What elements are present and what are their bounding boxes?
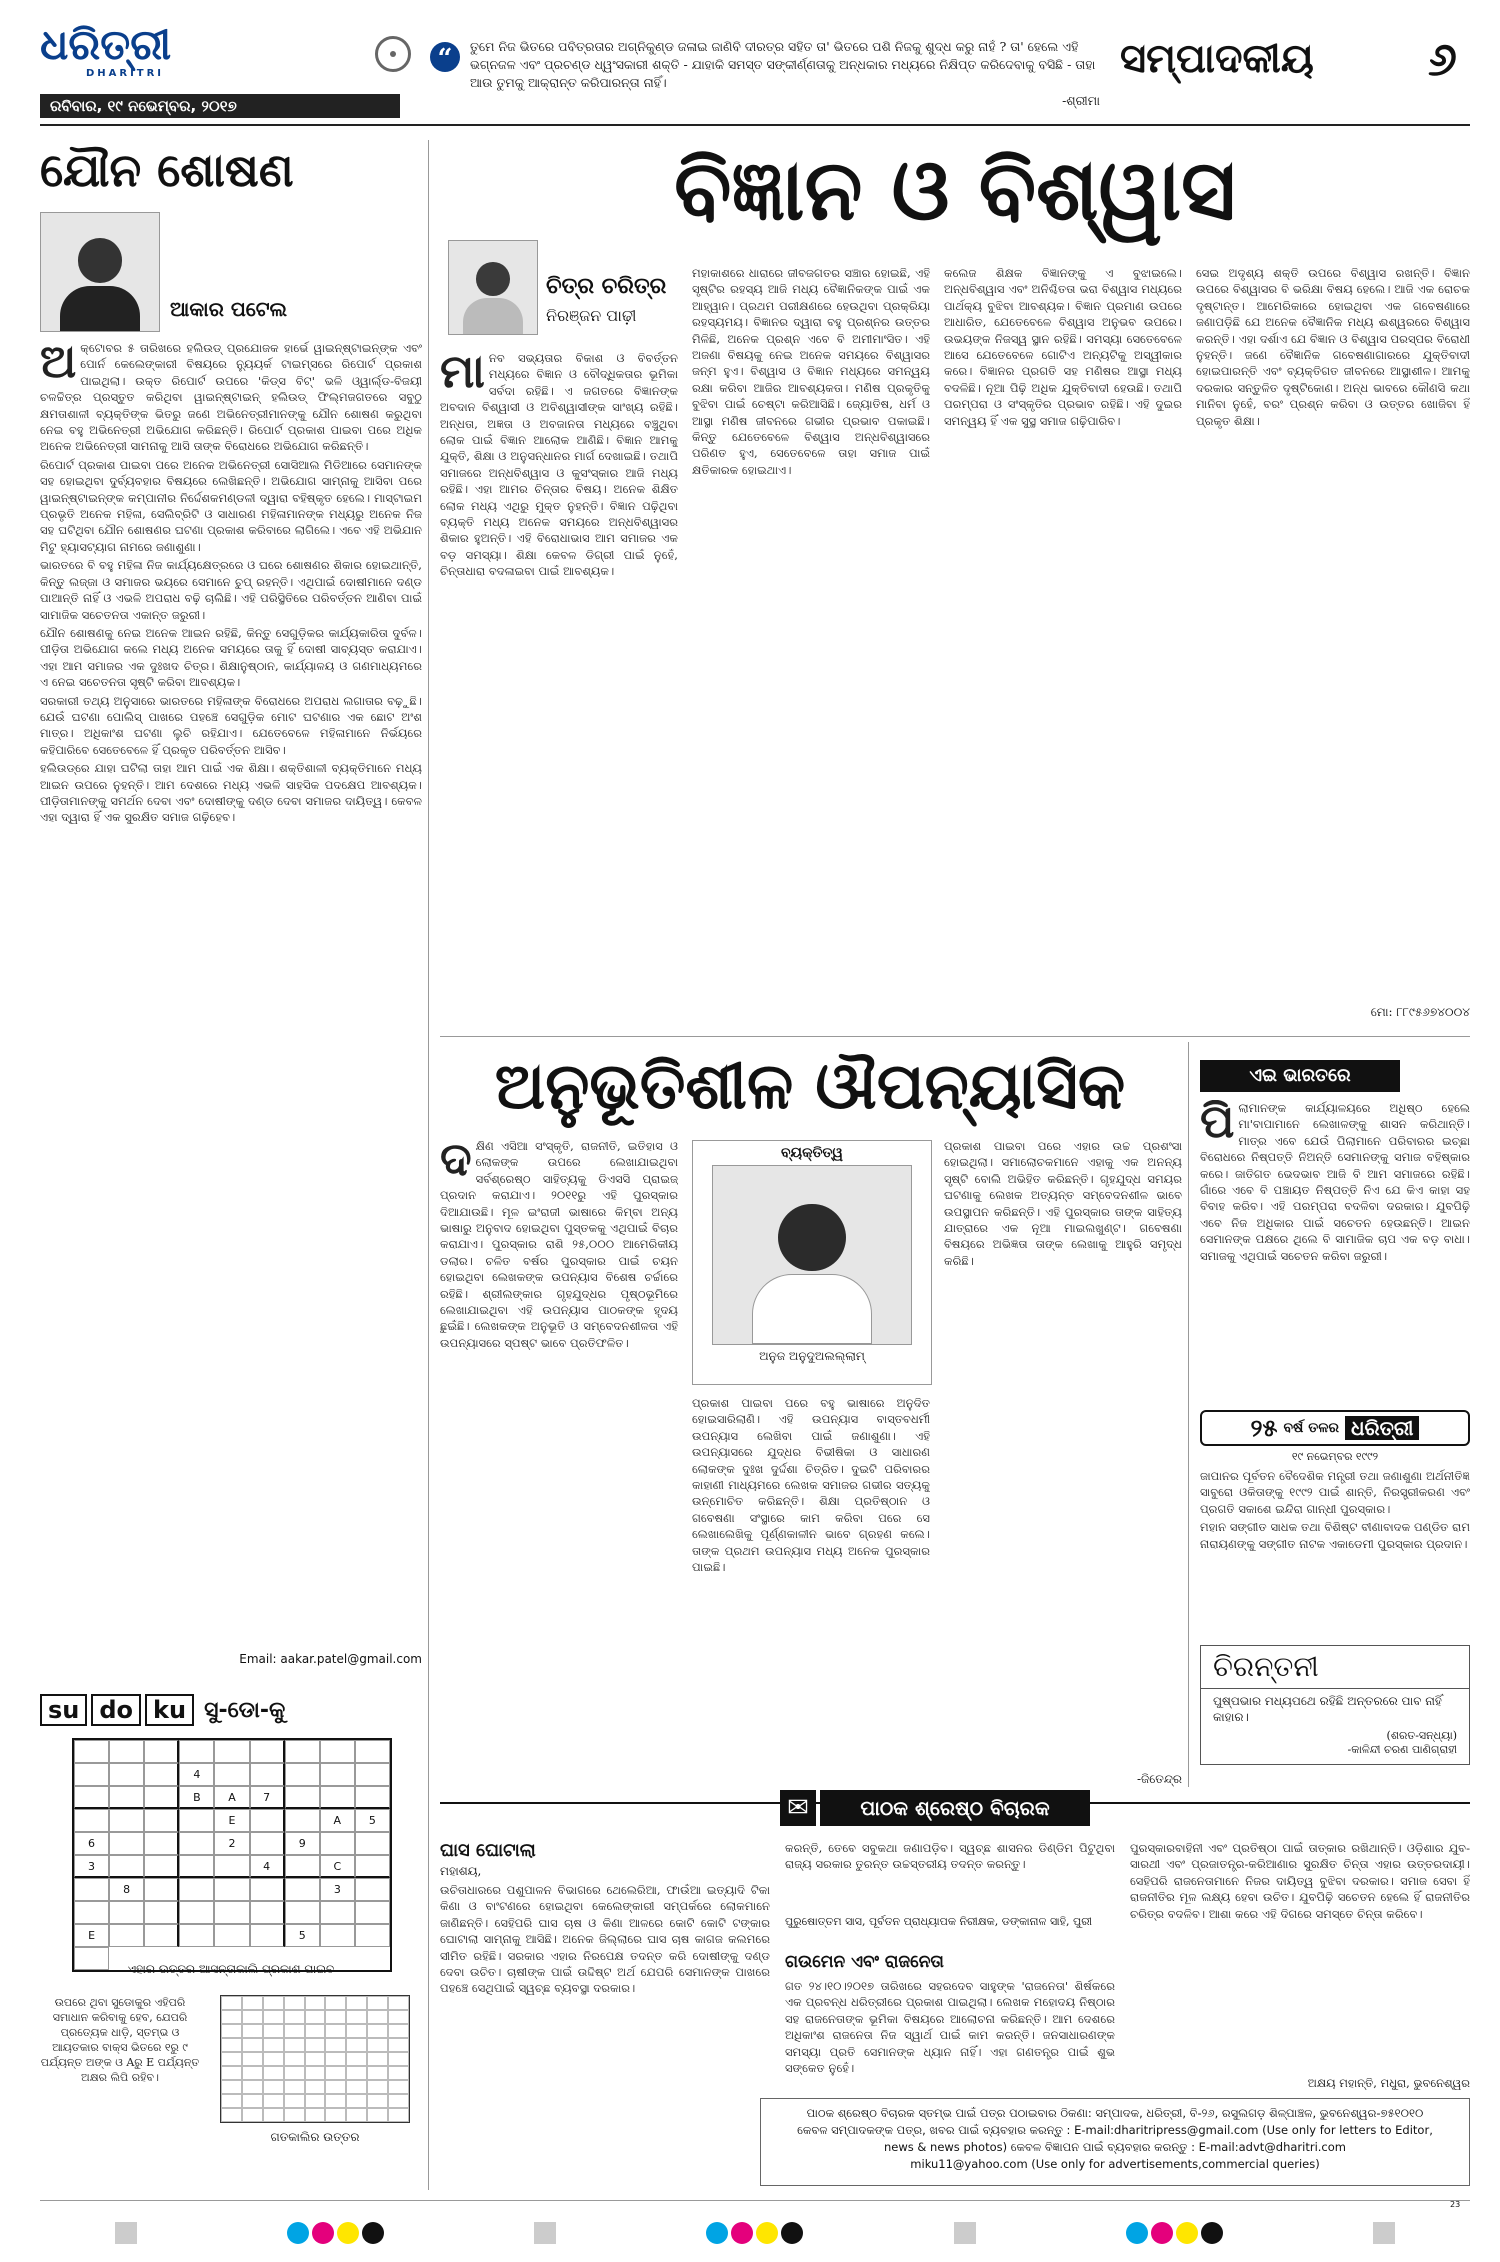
answer-cell (367, 2108, 388, 2122)
answer-cell (388, 2052, 409, 2066)
sudoku-cell: 3 (320, 1878, 355, 1901)
sudoku-cell: 5 (355, 1809, 390, 1832)
sudoku-cell (355, 1924, 390, 1947)
sudoku-cell (355, 1740, 390, 1763)
sudoku-cell (250, 1901, 285, 1924)
quote-icon: “ (430, 42, 460, 72)
article1-dropcap: ଅ (40, 340, 77, 388)
letters-footer (760, 2098, 1470, 2186)
sudoku-cell: E (74, 1924, 109, 1947)
sudoku-title-ku: ku (145, 1694, 194, 1726)
sudoku-cell (355, 1855, 390, 1878)
sudoku-cell (285, 1855, 320, 1878)
answer-cell (221, 2066, 242, 2080)
brand-sub: DHARITRI (85, 68, 165, 79)
sudoku-cell: 7 (250, 1786, 285, 1809)
answer-cell (388, 2024, 409, 2038)
chirantani-quote: ପୁଷ୍ପଭାର ମଧ୍ୟପଥେ ରହିଛି ଅନ୍ତରରେ ପାବ ନାହିଁ କାହାର। (1213, 1694, 1442, 1724)
answer-cell (284, 2024, 305, 2038)
history-item: ଜାପାନର ପୂର୍ବତନ ବୈଦେଶିକ ମନ୍ତ୍ରୀ ତଥା ଜଣାଶୁଣା ଅର୍ଥନୀତିଜ୍ଞ ସାବୁରୋ ଓକିତାଙ୍କୁ ୧୯୯୨ ପାଇଁ ଶାନ୍ତି, ନିରସ୍ତ୍ରୀକରଣ ଏବଂ ପ୍ରଗତି ସକାଶେ ଇନ୍ଦିରା ଗାନ୍ଧୀ ପୁରସ୍କାର। (1200, 1469, 1470, 1516)
answer-cell (284, 1996, 305, 2010)
answer-cell (367, 2010, 388, 2024)
answer-cell (305, 2024, 326, 2038)
sudoku-cell (144, 1740, 179, 1763)
answer-cell (221, 1996, 242, 2010)
sudoku-cell: 6 (74, 1832, 109, 1855)
page-number: ୬ (1428, 32, 1457, 86)
answer-cell (388, 2038, 409, 2052)
answer-cell (367, 2080, 388, 2094)
history-brand: ଧରିତ୍ରୀ (1345, 1416, 1419, 1440)
footer-line: news & news photos) କେବଳ ବିଜ୍ଞାପନ ପାଇଁ ବ୍ୟବହାର କରନ୍ତୁ : E-mail:advt@dharitri.com (884, 2140, 1346, 2154)
sudoku-cell (109, 1763, 144, 1786)
article2-phone: ମୋ: ୮୮୯୫୬୭୪୦୦୪ (1370, 1005, 1470, 1019)
answer-cell (221, 2052, 242, 2066)
sudoku-cell: 4 (179, 1763, 214, 1786)
sudoku-cell (285, 1786, 320, 1809)
article2-col4: ସେଇ ଅଦୃଶ୍ୟ ଶକ୍ତି ଉପରେ ବିଶ୍ୱାସ ରଖନ୍ତି। ବିଜ୍ଞାନ ଉପରେ ବିଶ୍ୱାସର ବି ଭରିକ୍ଷା ବିଷୟ ହେଲେ। ଆଜି ଏକ ରୋଚକ ଦୃଷ୍ଟାନ୍ତ। ଆମେରିକାରେ ହୋଇଥିବା ଏକ ଗବେଷଣାରେ ଜଣାପଡ଼ିଛି ଯେ ଅନେକ ବୈଜ୍ଞାନିକ ମଧ୍ୟ ଈଶ୍ୱରରେ ବିଶ୍ୱାସ କରନ୍ତି। ଏହା ଦର୍ଶାଏ ଯେ ବିଜ୍ଞାନ ଓ ବିଶ୍ୱାସ ପରସ୍ପର ବିରୋଧୀ ନୁହନ୍ତି। ଜଣେ ବୈଜ୍ଞାନିକ ଗବେଷଣାଗାରରେ ଯୁକ୍ତିବାଦୀ ହୋଇପାରନ୍ତି ଏବଂ ବ୍ୟକ୍ତିଗତ ଜୀବନରେ ଆସ୍ଥାଶୀଳ। ଆମକୁ ଦରକାର ସନ୍ତୁଳିତ ଦୃଷ୍ଟିକୋଣ। ଅନ୍ଧ ଭାବରେ କୌଣସି କଥା ମାନିବା ନୁହେଁ, ବରଂ ପ୍ରଶ୍ନ କରିବା ଓ ଉତ୍ତର ଖୋଜିବା ହିଁ ପ୍ରକୃତ ଶିକ୍ଷା। (1196, 266, 1470, 428)
answer-cell (305, 1996, 326, 2010)
sudoku-cell (109, 1740, 144, 1763)
sudoku-cell (355, 1763, 390, 1786)
sudoku-cell (214, 1855, 249, 1878)
section-divider (440, 1036, 1470, 1037)
sudoku-cell (320, 1740, 355, 1763)
sidebar-bharat-text: ଲାମାନଙ୍କ କାର୍ଯ୍ୟାଳୟରେ ଅଧିଷ୍ଠ ହେଲେ ମା'ବାପାମାନେ ଲେଖାଳଙ୍କୁ ଶାସନ କରିଥାନ୍ତି। ମାତ୍ର ଏବେ ଯେଉଁ ପିଲାମାନେ ପରିବାରର ଇଚ୍ଛା ବିରୋଧରେ ନିଷ୍ପତ୍ତି ନିଅନ୍ତି ସେମାନଙ୍କୁ ସମାଜ ବହିଷ୍କାର କରେ। ଜାତିଗତ ଭେଦଭାବ ଆଜି ବି ଆମ ସମାଜରେ ରହିଛି। ଗାଁରେ ଏବେ ବି ପଞ୍ଚାୟତ ନିଷ୍ପତ୍ତି ନିଏ ଯେ କିଏ କାହା ସହ ବିବାହ କରିବ। ଏହି ପରମ୍ପରା ବଦଳିବା ଦରକାର। ଯୁବପିଢ଼ି ଏବେ ନିଜ ଅଧିକାର ପାଇଁ ସଚେତନ ହେଉଛନ୍ତି। ଆଇନ ସେମାନଙ୍କ ପକ୍ଷରେ ଥିଲେ ବି ସାମାଜିକ ଚାପ ଏକ ବଡ଼ ବାଧା। ସମାଜକୁ ଏଥିପାଇଁ ସଚେତନ କରିବା ଜରୁରୀ। (1200, 1101, 1470, 1263)
sudoku-cell (285, 1901, 320, 1924)
sudoku-instructions: ଉପରେ ଥିବା ସୁଡୋକୁର ଏହିପରି ସମାଧାନ କରିବାକୁ ହେବ, ଯେପରି ପ୍ରତ୍ୟେକ ଧାଡ଼ି, ସ୍ତମ୍ଭ ଓ ଆୟତକାର ବାକ୍ସ ଭିତରେ ୧ରୁ ୯ ପର୍ଯ୍ୟନ୍ତ ଅଙ୍କ ଓ Aରୁ E ପର୍ଯ୍ୟନ୍ତ ଅକ୍ଷର ଲିପି ରହିବ। (40, 1996, 200, 2084)
answer-cell (263, 2080, 284, 2094)
answer-cell (242, 2066, 263, 2080)
sudoku-cell (74, 1809, 109, 1832)
answer-cell (367, 2038, 388, 2052)
sudoku-cell (285, 1878, 320, 1901)
article1-para: ରିପୋର୍ଟ ପ୍ରକାଶ ପାଇବା ପରେ ଅନେକ ଅଭିନେତ୍ରୀ ସୋସିଆଲ ମିଡିଆରେ ସେମାନଙ୍କ ସହ ହୋଇଥିବା ଦୁର୍ବ୍ୟବହାର ବିଷୟରେ ଲେଖିଛନ୍ତି। ଅଭିଯୋଗ ସାମ୍ନାକୁ ଆସିବା ପରେ ୱାଇନ୍‌ଷ୍ଟାଇନ୍‌ଙ୍କ କମ୍ପାନୀର ନିର୍ଦ୍ଦେଶକମଣ୍ଡଳୀ ଦ୍ୱାରା ବହିଷ୍କୃତ ହେଲେ। ମାସ୍‌ଟାଇମ ପ୍ରଭୃତି ଅନେକ ମହିଳା, ସେଲିବ୍ରିଟି ଓ ସାଧାରଣ ମହିଳାମାନଙ୍କ ମଧ୍ୟରୁ ଅନେକ ନିଜ ସହ ଘଟିଥିବା ଯୌନ ଶୋଷଣର ଘଟଣା ପ୍ରକାଶ କରିବାରେ ଲାଗିଲେ। ଏବେ ଏହି ଅଭିଯାନ ମିଟୁ ହ୍ୟାସଟ୍ୟାଗ ନାମରେ ଜଣାଶୁଣା। (40, 457, 422, 554)
sidebar-bharat-title: ଏଇ ଭାରତରେ (1200, 1060, 1400, 1092)
history-date: ୧୯ ନଭେମ୍ବର ୧୯୯୨ (1291, 1450, 1379, 1463)
answer-cell (242, 2010, 263, 2024)
answer-cell (367, 2094, 388, 2108)
sudoku-cell (74, 1901, 109, 1924)
cmyk-marks-icon (1126, 2222, 1223, 2244)
article3-title: ଅନୁଭୂତିଶୀଳ ଔପନ୍ୟାସିକ (494, 1050, 1126, 1124)
letter3-title: ଗଉମେନ ଏବଂ ରାଜନେତା (785, 1952, 944, 1972)
letter1-salutation: ମହାଶୟ, (440, 1864, 482, 1878)
answer-cell (263, 2010, 284, 2024)
sudoku-header (40, 1690, 422, 1730)
gray-swatch-icon (1373, 2222, 1395, 2244)
article3-caption: ଅନୁଜ ଅନୁଦୁଅଲଲ୍ଲାମ୍ (759, 1349, 865, 1363)
answer-cell (242, 2094, 263, 2108)
answer-cell (242, 2024, 263, 2038)
answer-cell (305, 2052, 326, 2066)
answer-cell (284, 2052, 305, 2066)
letter1-title: ଘାସ ଘୋଟାଲା (440, 1840, 536, 1861)
sudoku-cell (355, 1786, 390, 1809)
sudoku-title-odia: ସୁ-ଡୋ-କୁ (204, 1697, 286, 1723)
section-title: ସମ୍ପାଦକୀୟ (1120, 36, 1314, 82)
answer-cell (346, 2108, 367, 2122)
letter2-signature: ପୁରୁଷୋତ୍ତମ ସାସ, ପୂର୍ବତନ ପ୍ରାଧ୍ୟାପକ ନିରୀକ୍ଷକ, ଡଙ୍କାନାଳ ସାହି, ପୁରୀ (785, 1915, 1093, 1928)
letter1-body: ଉଚିତାଧାରରେ ପଶୁପାଳନ ବିଭାଗରେ ଥେଲେରିଆ, ଫାଉଁଆ ଇତ୍ୟାଦି ଟିକା କିଣା ଓ ବାଂଟଣରେ ହୋଇଥିବା କେଲେଙ୍କାରୀ ସମ୍ପର୍କରେ ଲୋକମାନେ ଜାଣିଛନ୍ତି। ସେହିପରି ଘାସ ଚାଷ ଓ କିଣା ଆଳରେ କୋଟି କୋଟି ଟଙ୍କାର ଘୋଟାଲା ସାମ୍ନାକୁ ଆସିଛି। ଅନେକ ଜିଲ୍ଲାରେ ଘାସ ଚାଷ କାଗଜ କଲମରେ ସୀମିତ ରହିଛି। ସରକାର ଏହାର ନିରପେକ୍ଷ ତଦନ୍ତ କରି ଦୋଷୀଙ୍କୁ ଦଣ୍ଡ ଦେବା ଉଚିତ। ଚାଷୀଙ୍କ ପାଇଁ ଉଦ୍ଦିଷ୍ଟ ଅର୍ଥ ଯେପରି ସେମାନଙ୍କ ପାଖରେ ପହଞ୍ଚେ ସେଥିପାଇଁ ସ୍ୱଚ୍ଛ ବ୍ୟବସ୍ଥା ଦରକାର। (440, 1883, 770, 1996)
answer-cell (346, 1996, 367, 2010)
chakra-icon (375, 36, 411, 72)
sudoku-cell (320, 1924, 355, 1947)
article3-col1-text: କ୍ଷିଣ ଏସିଆ ସଂସ୍କୃତି, ରାଜନୀତି, ଇତିହାସ ଓ ଲୋକଙ୍କ ଉପରେ ଲେଖାଯାଇଥିବା ସର୍ବଶ୍ରେଷ୍ଠ ସାହିତ୍ୟକୁ ଡିଏସସି ପ୍ରାଇଜ୍ ପ୍ରଦାନ କରାଯାଏ। ୨୦୧୧ରୁ ଏହି ପୁରସ୍କାର ଦିଆଯାଉଛି। ମୂଳ ଇଂରାଜୀ ଭାଷାରେ କିମ୍ବା ଅନ୍ୟ ଭାଷାରୁ ଅନୁବାଦ ହୋଇଥିବା ପୁସ୍ତକକୁ ଏଥିପାଇଁ ବିଚାର କରାଯାଏ। ପୁରସ୍କାର ରାଶି ୨୫,୦୦୦ ଆମେରିକୀୟ ଡଲାର। ଚଳିତ ବର୍ଷର ପୁରସ୍କାର ପାଇଁ ଚୟନ ହୋଇଥିବା ଲେଖକଙ୍କ ଉପନ୍ୟାସ ବିଶେଷ ଚର୍ଚ୍ଚାରେ ରହିଛି। ଶ୍ରୀଲଙ୍କାର ଗୃହଯୁଦ୍ଧର ପୃଷ୍ଠଭୂମିରେ ଲେଖାଯାଇଥିବା ଏହି ଉପନ୍ୟାସ ପାଠକଙ୍କ ହୃଦୟ ଛୁଇଁଛି। ଲେଖକଙ୍କ ଅନୁଭୂତି ଓ ସମ୍ବେଦନଶୀଳତା ଏହି ଉପନ୍ୟାସରେ ସ୍ପଷ୍ଟ ଭାବେ ପ୍ରତିଫଳିତ। (440, 1139, 678, 1350)
sudoku-cell (214, 1740, 249, 1763)
sudoku-cell (179, 1855, 214, 1878)
answer-cell (242, 1996, 263, 2010)
sudoku-cell (285, 1763, 320, 1786)
author-silhouette-icon (60, 238, 140, 331)
answer-cell (305, 2080, 326, 2094)
answer-cell (263, 2052, 284, 2066)
answer-cell (284, 2080, 305, 2094)
sudoku-cell (74, 1878, 109, 1901)
sudoku-grid (72, 1738, 392, 1972)
sudoku-cell (355, 1901, 390, 1924)
article3-signature: -ଜିତେନ୍ଦ୍ର (1136, 1772, 1182, 1786)
masthead-rule (40, 124, 1470, 126)
sudoku-cell: 5 (285, 1924, 320, 1947)
sudoku-cell (214, 1878, 249, 1901)
answer-cell (263, 2094, 284, 2108)
sudoku-cell (144, 1878, 179, 1901)
sudoku-cell (74, 1763, 109, 1786)
article2-col1-text: ନବ ସଭ୍ୟତାର ବିକାଶ ଓ ବିବର୍ତ୍ତନ ମଧ୍ୟରେ ବିଜ୍ଞାନ ଓ ବୌଦ୍ଧିକତାର ଭୂମିକା ସର୍ବଦା ରହିଛି। ଏ ଜଗତରେ ବିଜ୍ଞାନଙ୍କ ଅବଦାନ ବିଶ୍ୱାସୀ ଓ ଅବିଶ୍ୱାସୀଙ୍କ ସାଂଖ୍ୟ ରହିଛି। ଅନ୍ଧତା, ଅଜ୍ଞତା ଓ ଅବଜାନତା ମଧ୍ୟରେ ବଞ୍ଚୁଥିବା ଲୋକ ପାଇଁ ବିଜ୍ଞାନ ଆଲୋକ ଆଣିଛି। ବିଜ୍ଞାନ ଆମକୁ ଯୁକ୍ତି, ଶିକ୍ଷା ଓ ଅନୁସନ୍ଧାନର ମାର୍ଗ ଦେଖାଇଛି। ତଥାପି ସମାଜରେ ଅନ୍ଧବିଶ୍ୱାସ ଓ କୁସଂସ୍କାର ଆଜି ମଧ୍ୟ ରହିଛି। ଏହା ଆମର ଚିନ୍ତାର ବିଷୟ। ଅନେକ ଶିକ୍ଷିତ ଲୋକ ମଧ୍ୟ ଏଥିରୁ ମୁକ୍ତ ନୁହନ୍ତି। ବିଜ୍ଞାନ ପଢ଼ିଥିବା ବ୍ୟକ୍ତି ମଧ୍ୟ ଅନେକ ସମୟରେ ଅନ୍ଧବିଶ୍ୱାସର ଶିକାର ହୁଅନ୍ତି। ଏହି ବିରୋଧାଭାସ ଆମ ସମାଜର ଏକ ବଡ଼ ସମସ୍ୟା। ଶିକ୍ଷା କେବଳ ଡିଗ୍ରୀ ପାଇଁ ନୁହେଁ, ଚିନ୍ତାଧାରା ବଦଳାଇବା ପାଇଁ ଆବଶ୍ୟକ। (440, 351, 678, 579)
letter2-intro: କରନ୍ତି, ତେବେ ସବୁକଥା ଜଣାପଡ଼ିବ। ସ୍ୱଚ୍ଛ ଶାସନର ଡିଣ୍ଡିମ ପିଟୁଥିବା ରାଜ୍ୟ ସରକାର ତୁରନ୍ତ ଉଚ୍ଚସ୍ତରୀୟ ତଦନ୍ତ କରନ୍ତୁ। (785, 1841, 1115, 1872)
answer-cell (367, 2052, 388, 2066)
sudoku-cell (214, 1901, 249, 1924)
masthead-logo (40, 22, 210, 80)
letter-icon: ✉ (780, 1790, 816, 1826)
author-silhouette-icon (463, 262, 523, 334)
sudoku-cell: C (320, 1855, 355, 1878)
footer-line: କେବଳ ସମ୍ପାଦକଙ୍କ ପତ୍ର, ଖବର ପାଇଁ ବ୍ୟବହାର କରନ୍ତୁ : E-mail:dharitripress@gmail.com (Use only for letters to Editor, (797, 2123, 1433, 2137)
article1-para: କ୍ଟୋବର ୫ ତାରିଖରେ ହଲିଉଡ୍ ପ୍ରଯୋଜକ ହାର୍ଭେ ୱାଇନ୍‌ଷ୍ଟାଇନ୍‌ଙ୍କ ଏବଂ ପୋର୍ନ କେଲେଙ୍କାରୀ ବିଷୟରେ ନ୍ୟୁୟର୍କ ଟାଇମ୍ସରେ ରିପୋର୍ଟ ପ୍ରକାଶ ପାଇଥିଲା। ଉକ୍ତ ରିପୋର୍ଟ ଉପରେ 'କିଡ୍‌ସ ବିଟ୍' ଭଳି ଓ୍ୱାର୍ଲ୍ଡ-ବିଜୟୀ ଚଳଚ୍ଚିତ୍ର ପ୍ରସ୍ତୁତ କରିଥିବା ୱାଇନ୍‌ଷ୍ଟାଇନ୍ ହଲିଉଡ୍ ଫିଲ୍ମଜଗତରେ ସବୁଠୁ କ୍ଷମତାଶାଳୀ ବ୍ୟକ୍ତିଙ୍କ ଭିତରୁ ଜଣେ ଅଭିନେତ୍ରୀମାନଙ୍କୁ ଯୌନ ଶୋଷଣ କରୁଥିବା ନେଇ ବହୁ ଅଭିନେତ୍ରୀ ଅଭିଯୋଗ କରିଛନ୍ତି। ରିପୋର୍ଟ ପ୍ରକାଶ ପାଇବା ପରେ ଅଧିକ ଅନେକ ଅଭିନେତ୍ରୀ ସାମନାକୁ ଆସି ତାଙ୍କ ବିରୋଧରେ ଅଭିଯୋଗ କରିଛନ୍ତି। (40, 341, 422, 454)
chirantani-title: ଚିରନ୍ତନୀ (1201, 1646, 1469, 1689)
answer-cell (325, 2080, 346, 2094)
sudoku-cell (355, 1832, 390, 1855)
sudoku-cell (144, 1855, 179, 1878)
answer-cell (305, 2038, 326, 2052)
article3-label: ବ୍ୟକ୍ତିତ୍ୱ (781, 1145, 843, 1161)
article2-col3: କଲେଜ ଶିକ୍ଷକ ବିଜ୍ଞାନଙ୍କୁ ଏ ବୁଝାଇଲେ। ଅନ୍ଧବିଶ୍ୱାସ ଏବଂ ଅନିଶ୍ଚିତତା ଭରା ବିଶ୍ୱାସ ମଧ୍ୟରେ ପାର୍ଥକ୍ୟ ବୁଝିବା ଆବଶ୍ୟକ। ବିଜ୍ଞାନ ପ୍ରମାଣ ଉପରେ ଆଧାରିତ, ଯେତେବେଳେ ବିଶ୍ୱାସ ଅନୁଭବ ଉପରେ। ଉଭୟଙ୍କ ନିଜସ୍ୱ ସ୍ଥାନ ରହିଛି। ସମସ୍ୟା ସେତେବେଳେ ଆସେ ଯେତେବେଳେ ଗୋଟିଏ ଅନ୍ୟଟିକୁ ଅସ୍ୱୀକାର କରେ। ବିଜ୍ଞାନର ପ୍ରଗତି ସହ ମଣିଷର ଆସ୍ଥା ମଧ୍ୟ ବଦଳିଛି। ନୂଆ ପିଢ଼ି ଅଧିକ ଯୁକ୍ତିବାଦୀ ହେଉଛି। ତଥାପି ପରମ୍ପରା ଓ ସଂସ୍କୃତିର ପ୍ରଭାବ ରହିଛି। ଏହି ଦୁଇର ସମନ୍ୱୟ ହିଁ ଏକ ସୁସ୍ଥ ସମାଜ ଗଢ଼ିପାରିବ। (944, 266, 1182, 428)
answer-cell (242, 2038, 263, 2052)
sudoku-cell (74, 1786, 109, 1809)
answer-cell (305, 2010, 326, 2024)
sudoku-cell (109, 1855, 144, 1878)
sudoku-cell (144, 1924, 179, 1947)
answer-cell (388, 2108, 409, 2122)
sudoku-cell (144, 1901, 179, 1924)
sudoku-cell (109, 1832, 144, 1855)
article1-para: ଭାରତରେ ବି ବହୁ ମହିଳା ନିଜ କାର୍ଯ୍ୟକ୍ଷେତ୍ରରେ ଓ ଘରେ ଶୋଷଣର ଶିକାର ହୋଇଥାନ୍ତି, କିନ୍ତୁ ଲଜ୍ଜା ଓ ସମାଜର ଭୟରେ ସେମାନେ ଚୁପ୍ ରହନ୍ତି। ଏଥିପାଇଁ ଦୋଷୀମାନେ ଦଣ୍ଡ ପାଆନ୍ତି ନାହିଁ ଓ ଏଭଳି ଅପରାଧ ବଢ଼ି ଚାଲିଛି। ଏହି ପରିସ୍ଥିତିରେ ପରିବର୍ତ୍ତନ ଆଣିବା ପାଇଁ ସାମାଜିକ ସଚେତନତା ଏକାନ୍ତ ଜରୁରୀ। (40, 558, 422, 622)
answer-cell (325, 2024, 346, 2038)
article1-body (40, 340, 422, 1640)
article1-para: ଯୌନ ଶୋଷଣକୁ ନେଇ ଅନେକ ଆଇନ ରହିଛି, କିନ୍ତୁ ସେଗୁଡ଼ିକର କାର୍ଯ୍ୟକାରିତା ଦୁର୍ବଳ। ପୀଡ଼ିତା ଅଭିଯୋଗ କଲେ ମଧ୍ୟ ଅନେକ ସମୟରେ ତାକୁ ହିଁ ଦୋଷୀ ସାବ୍ୟସ୍ତ କରାଯାଏ। ଏହା ଆମ ସମାଜର ଏକ ଦୁଃଖଦ ଚିତ୍ର। ଶିକ୍ଷାନୁଷ୍ଠାନ, କାର୍ଯ୍ୟାଳୟ ଓ ଗଣମାଧ୍ୟମରେ ଏ ନେଇ ସଚେତନତା ସୃଷ୍ଟି କରିବା ଆବଶ୍ୟକ। (40, 625, 422, 690)
sudoku-cell (250, 1809, 285, 1832)
sudoku-cell: 8 (109, 1878, 144, 1901)
letters-label: ପାଠକ ଶ୍ରେଷ୍ଠ ବିଚାରକ (820, 1790, 1090, 1826)
article3-col3: ପ୍ରକାଶ ପାଇବା ପରେ ଏହାର ଉଚ୍ଚ ପ୍ରଶଂସା ହୋଇଥିଲା। ସମାଲୋଚକମାନେ ଏହାକୁ ଏକ ଅନନ୍ୟ ସୃଷ୍ଟି ବୋଲି ଅଭିହିତ କରିଛନ୍ତି। ଗୃହଯୁଦ୍ଧ ସମୟର ଘଟଣାକୁ ଲେଖକ ଅତ୍ୟନ୍ତ ସମ୍ବେଦନଶୀଳ ଭାବେ ଉପସ୍ଥାପନ କରିଛନ୍ତି। ଏହି ପୁରସ୍କାର ତାଙ୍କ ସାହିତ୍ୟ ଯାତ୍ରାରେ ଏକ ନୂଆ ମାଇଲଖୁଣ୍ଟ। ଗବେଷଣା ବିଷୟରେ ଅଭିଜ୍ଞତା ତାଙ୍କ ଲେଖାକୁ ଆହୁରି ସମୃଦ୍ଧ କରିଛି। (944, 1139, 1182, 1268)
answer-cell (263, 2038, 284, 2052)
answer-cell (221, 2108, 242, 2122)
answer-cell (221, 2080, 242, 2094)
registration-marks (40, 2220, 1470, 2246)
sudoku-cell (179, 1809, 214, 1832)
sudoku-cell: 2 (214, 1832, 249, 1855)
sudoku-title-do: do (91, 1694, 141, 1726)
answer-cell (221, 2094, 242, 2108)
history-items (1200, 1468, 1470, 1638)
answer-cell (284, 2066, 305, 2080)
cmyk-marks-icon (287, 2222, 384, 2244)
gray-swatch-icon (115, 2222, 137, 2244)
answer-cell (305, 2108, 326, 2122)
sidebar-divider (1188, 1042, 1189, 1787)
sudoku-cell (179, 1878, 214, 1901)
answer-cell (242, 2052, 263, 2066)
article2-title: ବିଜ୍ଞାନ ଓ ବିଶ୍ୱାସ (674, 141, 1236, 239)
chirantani-author: -କାଳିନ୍ଦୀ ଚରଣ ପାଣିଗ୍ରାହୀ (1347, 1743, 1457, 1756)
sudoku-cell (320, 1832, 355, 1855)
answer-cell (388, 2094, 409, 2108)
answer-cell (346, 2010, 367, 2024)
answer-cell (346, 2066, 367, 2080)
answer-cell (325, 2094, 346, 2108)
author-silhouette-icon (752, 1204, 872, 1344)
article1-author: ଆକାର ପଟେଲ (170, 297, 288, 321)
sudoku-note: ଏହାର ଉତ୍ତର ଆସନ୍ତାକାଲି ପ୍ରକାଶ ପାଇବ (127, 1962, 335, 1976)
answer-cell (263, 2108, 284, 2122)
top-quote-text: ତୁମେ ନିଜ ଭିତରେ ପବିତ୍ରତାର ଅଗ୍ନିକୁଣ୍ଡ ଜଳାଇ ଜାଣିବି ଦୀରତ୍ର ସହିତ ତା' ଭିତରେ ପଶି ନିଜକୁ ଶୁଦ୍ଧ କରୁ ନାହଁ ? ତା' ହେଲେ ଏହି ଭଗ୍ନଜଳ ଏବଂ ପ୍ରଚଣ୍ଡ ଧ୍ୱଂସକାରୀ ଶକ୍ତି - ଯାହାକି ସମସ୍ତ ସଙ୍କୀର୍ଣ୍ଣତାକୁ ଅନ୍ଧକାର ମଧ୍ୟରେ ନିକ୍ଷିପ୍ତ କରିଦେବାକୁ ବସିଛି - ତାହା ଆଉ ତୁମକୁ ଆକ୍ରାନ୍ତ କରିପାରନ୍ତା ନାହିଁ। (470, 39, 1096, 90)
sudoku-cell (179, 1832, 214, 1855)
sudoku-cell (214, 1924, 249, 1947)
answer-cell (388, 2066, 409, 2080)
sudoku-cell (320, 1901, 355, 1924)
sudoku-cell: 4 (250, 1855, 285, 1878)
answer-cell (388, 2080, 409, 2094)
footer-line: miku11@yahoo.com (Use only for advertisements,commercial queries) (910, 2157, 1320, 2171)
sidebar-bharat-dropcap: ପି (1200, 1100, 1235, 1148)
bottom-rule (40, 2200, 1470, 2201)
sudoku-cell (179, 1924, 214, 1947)
article3-col2: ପ୍ରକାଶ ପାଇବା ପରେ ବହୁ ଭାଷାରେ ଅନୁଦିତ ହୋଇସାରିଲାଣି। ଏହି ଉପନ୍ୟାସ ବାସ୍ତବଧର୍ମୀ ଉପନ୍ୟାସ ଲେଖିବା ପାଇଁ ଜଣାଶୁଣା। ଏହି ଉପନ୍ୟାସରେ ଯୁଦ୍ଧର ବିଭୀଷିକା ଓ ସାଧାରଣ ଲୋକଙ୍କ ଦୁଃଖ ଦୁର୍ଦ୍ଦଶା ଚିତ୍ରିତ। ଦୁଇଟି ପରିବାରର କାହାଣୀ ମାଧ୍ୟମରେ ଲେଖକ ସମାଜର ଗଭୀର ସତ୍ୟକୁ ଉନ୍ମୋଚିତ କରିଛନ୍ତି। ଶିକ୍ଷା ପ୍ରତିଷ୍ଠାନ ଓ ଗବେଷଣା ସଂସ୍ଥାରେ କାମ କରିବା ପରେ ସେ ଲେଖାଲେଖିକୁ ପୂର୍ଣ୍ଣକାଳୀନ ଭାବେ ଗ୍ରହଣ କଲେ। ତାଙ୍କ ପ୍ରଥମ ଉପନ୍ୟାସ ମଧ୍ୟ ଅନେକ ପୁରସ୍କାର ପାଇଛି। (692, 1396, 930, 1575)
answer-cell (388, 2010, 409, 2024)
answer-cell (284, 2108, 305, 2122)
answer-cell (367, 2066, 388, 2080)
answer-cell (325, 1996, 346, 2010)
article2-column-name: ଚିତ୍ର ଚରିତ୍ର (546, 274, 667, 299)
letter4-body: ପୁରସ୍କାରବାହିନୀ ଏବଂ ପ୍ରତିଷ୍ଠା ପାଇଁ ତାତ୍କାର ରଖିଥାନ୍ତି। ଓଡ଼ିଶାର ଯୁବ-ସାରଥୀ ଏବଂ ପ୍ରଜାତନ୍ତ୍ର-କରିଆଣାର ସୁରକ୍ଷିତ ଚିନ୍ତା ଏହାର ଉତ୍ତରଦାୟୀ। ସେହିପରି ରାଜନେତାମାନେ ନିଜର ଦାୟିତ୍ୱ ବୁଝିବା ଦରକାର। ସମାଜ ସେବା ହିଁ ରାଜନୀତିର ମୂଳ ଲକ୍ଷ୍ୟ ହେବା ଉଚିତ। ଯୁବପିଢ଼ି ସଚେତନ ହେଲେ ହିଁ ରାଜନୀତିର ଚରିତ୍ର ବଦଳିବ। ଆଶା କରେ ଏହି ଦିଗରେ ସମସ୍ତେ ଚିନ୍ତା କରିବେ। (1130, 1841, 1470, 1921)
article3-photo-box (692, 1140, 932, 1385)
sudoku-cell: E (214, 1809, 249, 1832)
sudoku-cell (144, 1809, 179, 1832)
answer-cell (346, 2038, 367, 2052)
top-quote (470, 38, 1100, 110)
top-quote-author: -ଶ୍ରୀମା (1062, 93, 1100, 108)
sudoku-cell (74, 1740, 109, 1763)
article1-title: ଯୌନ ଶୋଷଣ (40, 143, 294, 197)
article2-dropcap: ମା (440, 350, 485, 398)
answer-cell (325, 2052, 346, 2066)
sudoku-cell (144, 1832, 179, 1855)
answer-cell (284, 2038, 305, 2052)
answer-cell (388, 1996, 409, 2010)
article1-para: ହଲିଉଡ୍‌ରେ ଯାହା ଘଟିଲା ତାହା ଆମ ପାଇଁ ଏକ ଶିକ୍ଷା। ଶକ୍ତିଶାଳୀ ବ୍ୟକ୍ତିମାନେ ମଧ୍ୟ ଆଇନ ଉପରେ ନୁହନ୍ତି। ଆମ ଦେଶରେ ମଧ୍ୟ ଏଭଳି ସାହସିକ ପଦକ୍ଷେପ ଆବଶ୍ୟକ। ପୀଡ଼ିତାମାନଙ୍କୁ ସମର୍ଥନ ଦେବା ଏବଂ ଦୋଷୀଙ୍କୁ ଦଣ୍ଡ ଦେବା ସମାଜର ଦାୟିତ୍ୱ। କେବଳ ଏହା ଦ୍ୱାରା ହିଁ ଏକ ସୁରକ୍ଷିତ ସମାଜ ଗଢ଼ିହେବ। (40, 761, 422, 825)
sudoku-cell (285, 1809, 320, 1832)
answer-cell (346, 2024, 367, 2038)
answer-cell (221, 2010, 242, 2024)
footer-line: ପାଠକ ଶ୍ରେଷ୍ଠ ବିଚାରକ ସ୍ତମ୍ଭ ପାଇଁ ପତ୍ର ପଠାଇବାର ଠିକଣା: ସମ୍ପାଦକ, ଧରିତ୍ରୀ, ବି-୨୬, ରସୁଲଗଡ଼ ଶିଳ୍ପାଞ୍ଚଳ, ଭୁବନେଶ୍ୱର-୭୫୧୦୧୦ (806, 2106, 1424, 2120)
article3-col1 (440, 1138, 678, 1788)
sudoku-cell (144, 1763, 179, 1786)
answer-cell (305, 2066, 326, 2080)
history-item: ମହାନ ସଙ୍ଗୀତ ସାଧକ ତଥା ବିଶିଷ୍ଟ ବୀଣାବାଦକ ପଣ୍ଡିତ ରାମ ନାରାୟଣଙ୍କୁ ସଙ୍ଗୀତ ନାଟକ ଏକାଡେମୀ ପୁରସ୍କାର ପ୍ରଦାନ। (1200, 1520, 1470, 1551)
article1-para: ସରକାରୀ ତଥ୍ୟ ଅନୁସାରେ ଭାରତରେ ମହିଳାଙ୍କ ବିରୋଧରେ ଅପରାଧ ଲଗାତାର ବଢ଼ୁଛି। ଯେଉଁ ଘଟଣା ପୋଲିସ୍ ପାଖରେ ପହଞ୍ଚେ ସେଗୁଡ଼ିକ ମୋଟ ଘଟଣାର ଏକ ଛୋଟ ଅଂଶ ମାତ୍ର। ଅଧିକାଂଶ ଘଟଣା ଲୁଚି ରହିଯାଏ। ଯେତେବେଳେ ମହିଳାମାନେ ନିର୍ଭୟରେ କହିପାରିବେ ସେତେବେଳେ ହିଁ ପ୍ରକୃତ ପରିବର୍ତ୍ତନ ଆସିବ। (40, 693, 422, 757)
answer-cell (325, 2038, 346, 2052)
sudoku-cell: B (179, 1786, 214, 1809)
article2-col1 (440, 350, 678, 1030)
sudoku-cell (250, 1878, 285, 1901)
answer-cell (346, 2080, 367, 2094)
sudoku-cell (109, 1809, 144, 1832)
answer-cell (346, 2052, 367, 2066)
answer-cell (221, 2038, 242, 2052)
gray-swatch-icon (534, 2222, 556, 2244)
answer-cell (305, 2094, 326, 2108)
answer-cell (367, 2024, 388, 2038)
cmyk-marks-icon (706, 2222, 803, 2244)
sidebar-history-header (1200, 1410, 1470, 1446)
article2-col2: ମହାକାଶରେ ଧାରାରେ ଜୀବଜଗତର ସଞ୍ଚାର ହୋଇଛି, ଏହି ସୃଷ୍ଟିର ରହସ୍ୟ ଆଜି ମଧ୍ୟ ବୈଜ୍ଞାନିକଙ୍କ ପାଇଁ ଏକ ଆହ୍ୱାନ। ପ୍ରଥମ ପରୀକ୍ଷଣରେ ହେଉଥିବା ପ୍ରକ୍ରିୟା ରହସ୍ୟମୟ। ବିଜ୍ଞାନର ଦ୍ୱାରା ବହୁ ପ୍ରଶ୍ନର ଉତ୍ତର ମିଳିଛି, ଅନେକ ପ୍ରଶ୍ନ ଏବେ ବି ଅମୀମାଂସିତ। ଏହି ଅଜଣା ବିଷୟକୁ ନେଇ ଅନେକ ସମୟରେ ବିଶ୍ୱାସର ଜନ୍ମ ହୁଏ। ବିଶ୍ୱାସ ଓ ବିଜ୍ଞାନ ମଧ୍ୟରେ ସମନ୍ୱୟ ରକ୍ଷା କରିବା ଆଜିର ଆବଶ୍ୟକତା। ମଣିଷ ପ୍ରକୃତିକୁ ବୁଝିବା ପାଇଁ ଚେଷ୍ଟା କରିଆସିଛି। ଜ୍ୟୋତିଷ, ଧର୍ମ ଓ ଆସ୍ଥା ମଣିଷ ଜୀବନରେ ଗଭୀର ପ୍ରଭାବ ପକାଇଛି। କିନ୍ତୁ ଯେତେବେଳେ ବିଶ୍ୱାସ ଅନ୍ଧବିଶ୍ୱାସରେ ପରିଣତ ହୁଏ, ସେତେବେଳେ ତାହା ସମାଜ ପାଇଁ କ୍ଷତିକାରକ ହୋଇଥାଏ। (692, 266, 930, 477)
answer-cell (346, 2094, 367, 2108)
sudoku-title-su: su (40, 1694, 87, 1726)
answer-cell (263, 2024, 284, 2038)
sudoku-cell (355, 1878, 390, 1901)
article1-author-photo (40, 212, 160, 332)
issue-date: ରବିବାର, ୧୯ ନଭେମ୍ବର, ୨୦୧୭ (40, 94, 400, 118)
answer-cell (325, 2066, 346, 2080)
sudoku-cell (109, 1924, 144, 1947)
history-years: ୨୫ (1250, 1414, 1278, 1442)
answer-cell (325, 2108, 346, 2122)
sidebar-bharat-body (1200, 1100, 1470, 1400)
sudoku-cell: 3 (74, 1855, 109, 1878)
answer-cell (325, 2010, 346, 2024)
article1-email: Email: aakar.patel@gmail.com (239, 1652, 422, 1666)
answer-cell (242, 2108, 263, 2122)
article3-photo (712, 1165, 912, 1345)
chirantani-meta: (ଶରତ-ସନ୍ଧ୍ୟା) (1386, 1729, 1457, 1742)
sudoku-cell (250, 1832, 285, 1855)
sudoku-cell (250, 1740, 285, 1763)
answer-cell (263, 1996, 284, 2010)
letter4-signature: ଅକ୍ଷୟ ମହାନ୍ତି, ମଧୁରା, ଭୁବନେଶ୍ୱର (1307, 2076, 1470, 2090)
sudoku-cell: A (320, 1809, 355, 1832)
sudoku-cell (109, 1786, 144, 1809)
sudoku-cell (320, 1786, 355, 1809)
history-title: ବର୍ଷ ତଳର (1283, 1420, 1339, 1436)
answer-cell (242, 2080, 263, 2094)
sudoku-cell (250, 1924, 285, 1947)
sudoku-cell (250, 1763, 285, 1786)
sudoku-cell (179, 1901, 214, 1924)
article2-author: ନିରଞ୍ଜନ ପାଢ଼ୀ (546, 306, 637, 325)
sudoku-cell (320, 1763, 355, 1786)
sudoku-answer-grid (220, 1995, 410, 2123)
sudoku-cell: A (214, 1786, 249, 1809)
brand-name: ଧରିତ୍ରୀ (40, 20, 172, 69)
sudoku-cell (144, 1786, 179, 1809)
sudoku-cell (179, 1740, 214, 1763)
sudoku-cell (214, 1763, 249, 1786)
article2-author-photo (448, 240, 538, 335)
answer-cell (284, 2010, 305, 2024)
sudoku-cell (285, 1740, 320, 1763)
chirantani-box (1200, 1645, 1470, 1765)
page-code: 23 (1450, 2200, 1461, 2209)
article3-dropcap: ଦ (440, 1138, 472, 1186)
letter3-body: ଗତ ୨୪।୧୦।୨୦୧୭ ତାରିଖରେ ସହରଦେବ ସାହୁଙ୍କ 'ରାଜନେତା' ଶିର୍ଷକରେ ଏକ ପ୍ରବନ୍ଧ ଧରିତ୍ରୀରେ ପ୍ରକାଶ ପାଇଥିଲା। ଲେଖକ ମହୋଦୟ ନିଷ୍ଠାର ସହ ରାଜନେତାଙ୍କ ଭୂମିକା ବିଷୟରେ ଆଲୋଚନା କରିଛନ୍ତି। ଆମ ଦେଶରେ ଅଧିକାଂଶ ରାଜନେତା ନିଜ ସ୍ୱାର୍ଥ ପାଇଁ କାମ କରନ୍ତି। ଜନସାଧାରଣଙ୍କ ସମସ୍ୟା ପ୍ରତି ସେମାନଙ୍କ ଧ୍ୟାନ ନାହିଁ। ଏହା ଗଣତନ୍ତ୍ର ପାଇଁ ଶୁଭ ସଙ୍କେତ ନୁହେଁ। (785, 1979, 1115, 2076)
sudoku-answer-label: ଗତକାଲିର ଉତ୍ତର (270, 2130, 360, 2144)
answer-cell (263, 2066, 284, 2080)
answer-cell (367, 1996, 388, 2010)
sudoku-cell: 9 (285, 1832, 320, 1855)
answer-cell (284, 2094, 305, 2108)
sudoku-cell (109, 1901, 144, 1924)
answer-cell (221, 2024, 242, 2038)
gray-swatch-icon (954, 2222, 976, 2244)
column-divider (428, 140, 429, 2190)
